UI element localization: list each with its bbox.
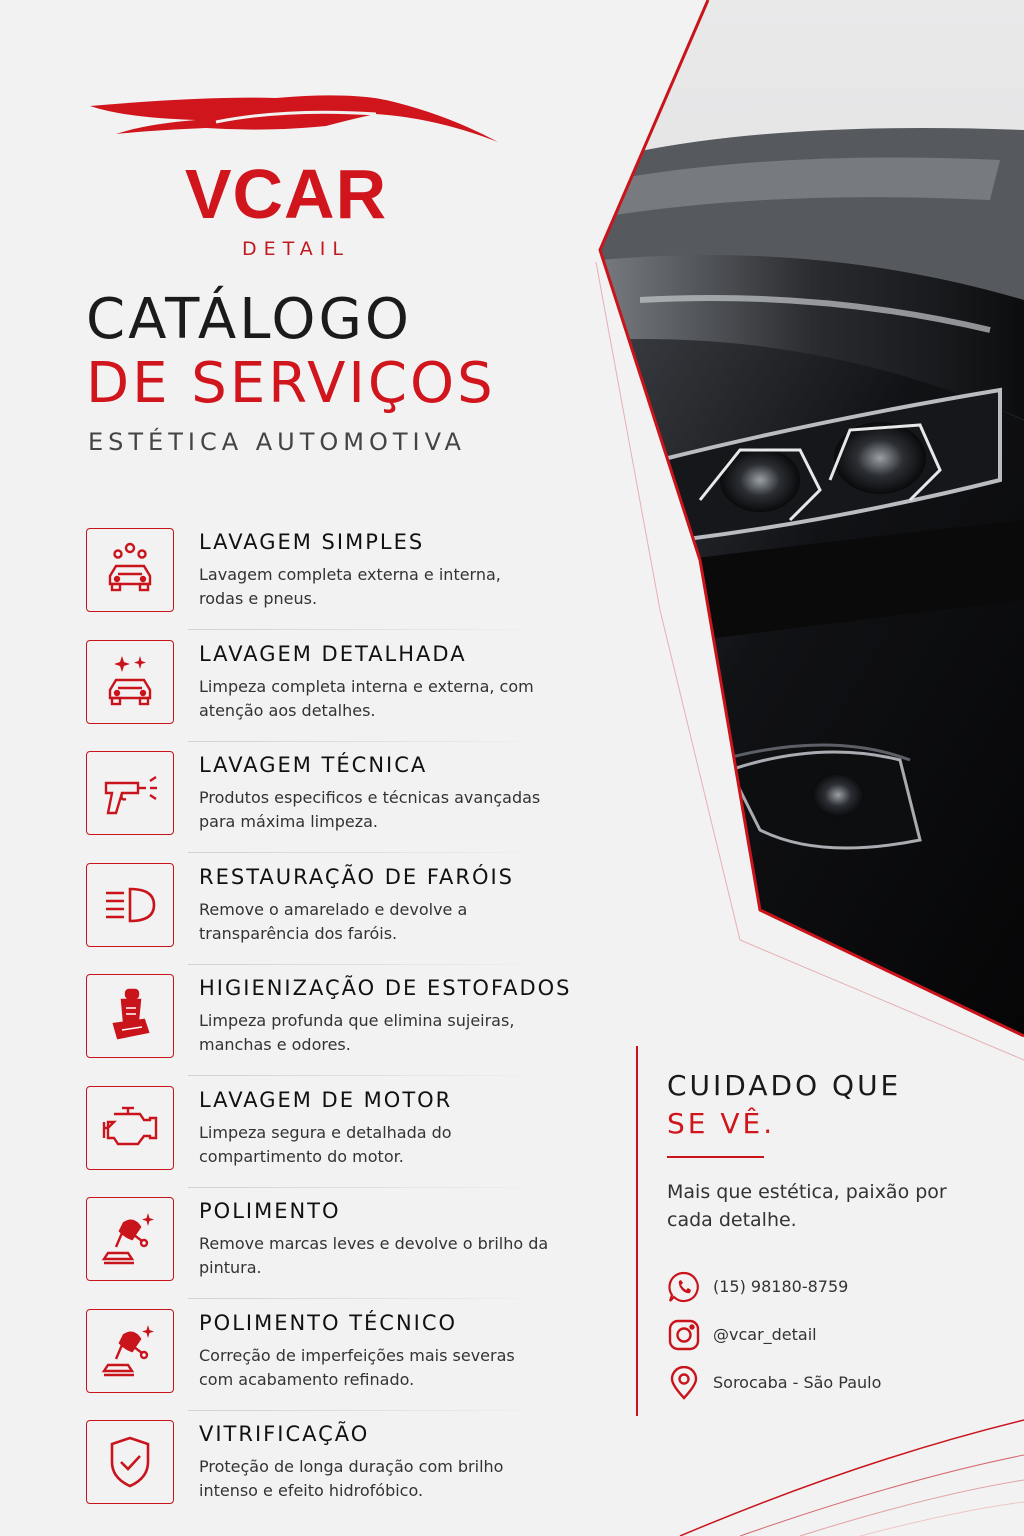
service-item bbox=[86, 751, 566, 863]
divider bbox=[188, 629, 548, 630]
divider bbox=[188, 741, 548, 742]
page-subtitle: ESTÉTICA AUTOMOTIVA bbox=[88, 428, 466, 456]
service-item bbox=[86, 1086, 566, 1198]
whatsapp-icon bbox=[667, 1270, 701, 1304]
brand-logo bbox=[86, 88, 506, 268]
car-swoosh-icon bbox=[86, 88, 506, 158]
brand-subtitle: DETAIL bbox=[242, 238, 350, 260]
contact-instagram[interactable] bbox=[667, 1318, 967, 1352]
service-item bbox=[86, 974, 572, 1086]
tagline-line2: SE VÊ. bbox=[667, 1107, 776, 1140]
service-description: Produtos especificos e técnicas avançadas para máxima limpeza. bbox=[199, 788, 541, 831]
contact-address: Sorocaba - São Paulo bbox=[713, 1373, 882, 1392]
service-item bbox=[86, 1309, 566, 1421]
divider bbox=[188, 1187, 548, 1188]
service-name: POLIMENTO bbox=[199, 1199, 341, 1223]
service-name: LAVAGEM SIMPLES bbox=[199, 530, 425, 554]
service-name: POLIMENTO TÉCNICO bbox=[199, 1310, 458, 1335]
service-description: Proteção de longa duração com brilho intenso e efeito hidrofóbico. bbox=[199, 1457, 504, 1500]
service-name: LAVAGEM TÉCNICA bbox=[199, 753, 428, 777]
service-item bbox=[86, 1420, 566, 1532]
contact-whatsapp[interactable] bbox=[667, 1270, 967, 1304]
divider bbox=[188, 964, 548, 965]
headlight-icon bbox=[86, 863, 174, 947]
service-description: Remove o amarelado e devolve a transparência dos faróis. bbox=[199, 899, 468, 943]
tagline-underline bbox=[667, 1156, 764, 1158]
pressure-washer-icon bbox=[86, 751, 174, 835]
service-name: RESTAURAÇÃO DE FARÓIS bbox=[199, 864, 514, 889]
vertical-divider bbox=[636, 1046, 638, 1416]
polisher-icon bbox=[86, 1197, 174, 1281]
divider bbox=[188, 1298, 548, 1299]
contact-handle: @vcar_detail bbox=[713, 1325, 817, 1344]
shield-check-icon bbox=[86, 1420, 174, 1504]
service-description: Limpeza segura e detalhada do compartimento do motor. bbox=[199, 1122, 452, 1166]
engine-icon bbox=[86, 1086, 174, 1170]
service-description: Correção de imperfeições mais severas com acabamento refinado. bbox=[199, 1345, 515, 1389]
services-list bbox=[86, 528, 572, 1532]
tagline-text: Mais que estética, paixão por cada detalhe. bbox=[667, 1181, 947, 1231]
polisher-icon bbox=[86, 1309, 174, 1393]
location-pin-icon bbox=[667, 1366, 701, 1400]
car-seat-icon bbox=[86, 974, 174, 1058]
service-item bbox=[86, 640, 566, 752]
service-name: VITRIFICAÇÃO bbox=[199, 1422, 370, 1446]
car-sparkle-icon bbox=[86, 640, 174, 724]
service-description: Limpeza profunda que elimina sujeiras, manchas e odores. bbox=[199, 1011, 515, 1054]
page-title-line2: DE SERVIÇOS bbox=[86, 351, 496, 416]
contact-phone: (15) 98180-8759 bbox=[713, 1277, 849, 1296]
service-name: LAVAGEM DETALHADA bbox=[199, 641, 467, 666]
divider bbox=[188, 1075, 548, 1076]
tagline-line1: CUIDADO QUE bbox=[667, 1069, 902, 1102]
service-item bbox=[86, 528, 566, 640]
service-item bbox=[86, 1197, 566, 1309]
service-description: Remove marcas leves e devolve o brilho da pintura. bbox=[199, 1234, 549, 1277]
divider bbox=[188, 852, 548, 853]
instagram-icon bbox=[667, 1318, 701, 1352]
contact-location bbox=[667, 1366, 967, 1400]
service-item bbox=[86, 863, 566, 975]
service-description: Limpeza completa interna e externa, com atenção aos detalhes. bbox=[199, 676, 534, 720]
service-name: HIGIENIZAÇÃO DE ESTOFADOS bbox=[199, 976, 572, 1000]
service-name: LAVAGEM DE MOTOR bbox=[199, 1087, 453, 1112]
car-wash-icon bbox=[86, 528, 174, 612]
brand-name: VCAR bbox=[184, 155, 388, 233]
page-title-line1: CATÁLOGO bbox=[86, 287, 412, 352]
service-description: Lavagem completa externa e interna, rodas e pneus. bbox=[199, 565, 501, 608]
divider bbox=[188, 1410, 548, 1411]
